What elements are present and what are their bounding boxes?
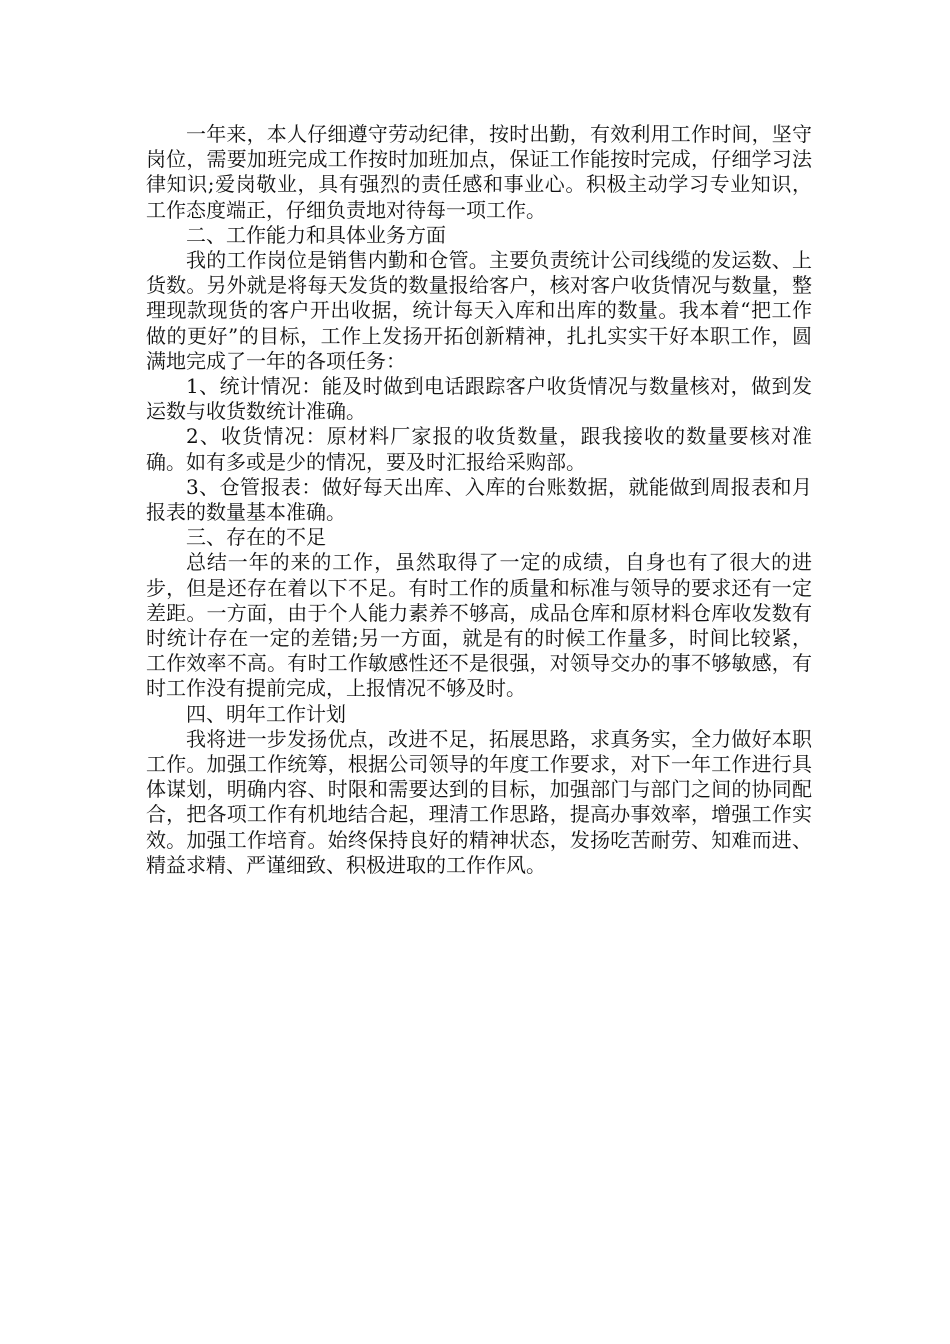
- paragraph-next-year-plan: 我将进一步发扬优点，改进不足，拓展思路，求真务实，全力做好本职工作。加强工作统筹，根据公司领导的年度工作要求，对下一年工作进行具体谋划，明确内容、时限和需要达到的目标，加强部门与部门之间的协同配合，把各项工作有机地结合起，理清工作思路，提高办事效率，增强工作实效。加强工作培育。始终保持良好的精神状态，发扬吃苦耐劳、知难而进、精益求精、严谨细致、积极进取的工作作风。: [146, 726, 812, 877]
- document-body: [146, 122, 812, 878]
- paragraph-shortcomings: 总结一年的来的工作，虽然取得了一定的成绩，自身也有了很大的进步，但是还存在着以下不足。有时工作的质量和标准与领导的要求还有一定差距。一方面，由于个人能力素养不够高，成品仓库和原材料仓库收发数有时统计存在一定的差错;另一方面，就是有的时候工作量多，时间比较紧，工作效率不高。有时工作敏感性还不是很强，对领导交办的事不够敏感，有时工作没有提前完成，上报情况不够及时。: [146, 550, 812, 701]
- section-heading-next-year-plan: 四、明年工作计划: [186, 701, 346, 726]
- paragraph-item-receiving: 2、收货情况：原材料厂家报的收货数量，跟我接收的数量要核对准确。如有多或是少的情况，要及时汇报给采购部。: [146, 424, 812, 474]
- paragraph-job-duties: 我的工作岗位是销售内勤和仓管。主要负责统计公司线缆的发运数、上货数。另外就是将每天发货的数量报给客户，核对客户收货情况与数量，整理现款现货的客户开出收据，统计每天入库和出库的数量。我本着“把工作做的更好”的目标，工作上发扬开拓创新精神，扎扎实实干好本职工作，圆满地完成了一年的各项任务：: [146, 248, 812, 373]
- paragraph-intro: 一年来，本人仔细遵守劳动纪律，按时出勤，有效利用工作时间，坚守岗位，需要加班完成工作按时加班加点，保证工作能按时完成，仔细学习法律知识;爱岗敬业，具有强烈的责任感和事业心。积极主动学习专业知识，工作态度端正，仔细负责地对待每一项工作。: [146, 122, 812, 222]
- paragraph-item-warehouse-reports: 3、仓管报表：做好每天出库、入库的台账数据，就能做到周报表和月报表的数量基本准确。: [146, 474, 812, 525]
- section-heading-shortcomings: 三、存在的不足: [186, 525, 326, 550]
- paragraph-item-statistics: 1、统计情况：能及时做到电话跟踪客户收货情况与数量核对，做到发运数与收货数统计准确。: [146, 374, 812, 424]
- section-heading-work-ability: 二、工作能力和具体业务方面: [186, 222, 446, 247]
